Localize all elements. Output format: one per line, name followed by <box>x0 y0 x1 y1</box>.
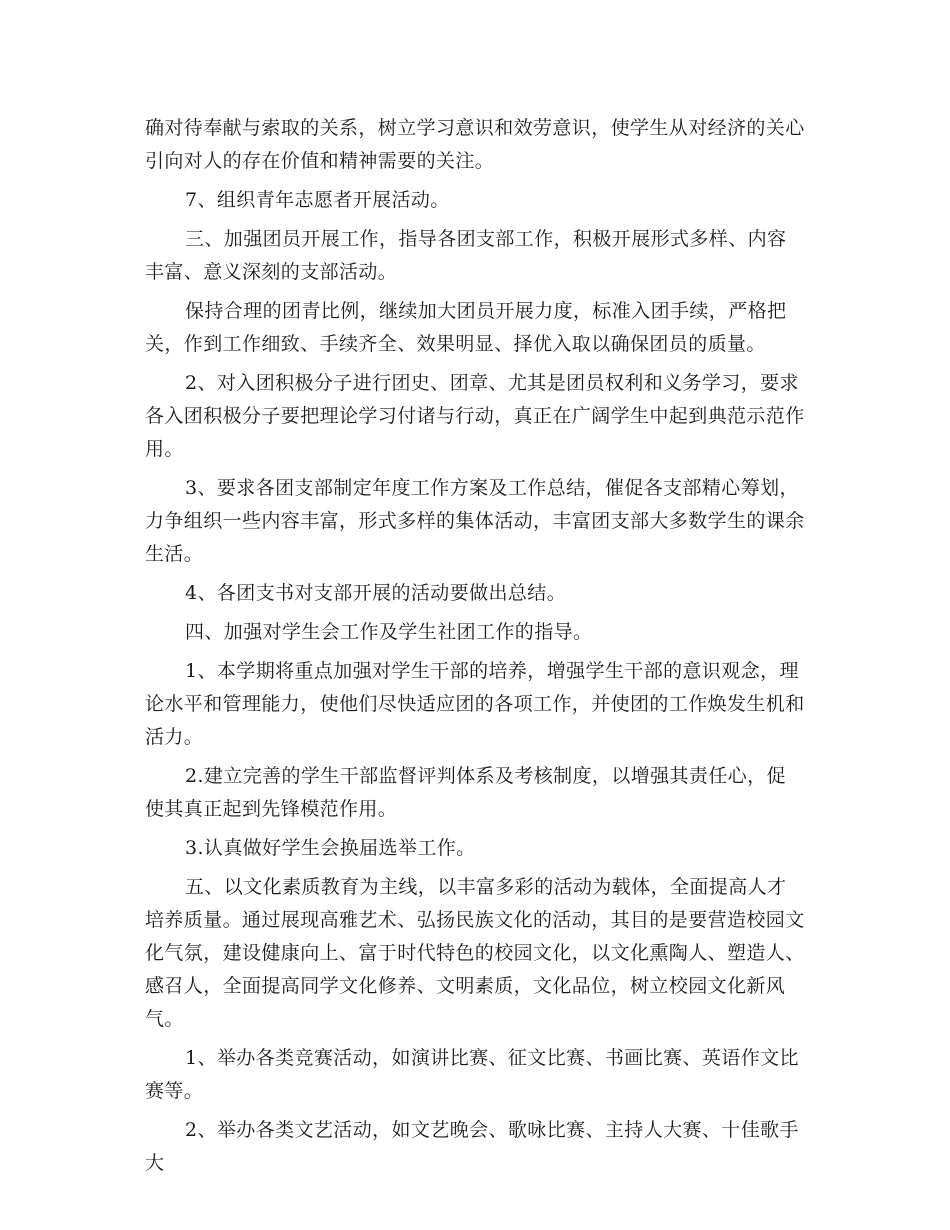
paragraph: 确对待奉献与索取的关系，树立学习意识和效劳意识，使学生从对经济的关心引向对人的存在价值和精神需要的关注。 <box>145 117 805 172</box>
paragraph: 2、举办各类文艺活动，如文艺晚会、歌咏比赛、主持人大赛、十佳歌手大 <box>145 1119 799 1174</box>
paragraph: 保持合理的团青比例，继续加大团员开展力度，标准入团手续，严格把关，作到工作细致、手续齐全、效果明显、择优入取以确保团员的质量。 <box>145 300 787 355</box>
paragraph: 2、对入团积极分子进行团史、团章、尤其是团员权利和义务学习，要求各入团积极分子要把理论学习付诸与行动，真正在广阔学生中起到典范示范作用。 <box>145 372 805 460</box>
paragraph: 1、举办各类竞赛活动，如演讲比赛、征文比赛、书画比赛、英语作文比赛等。 <box>145 1047 799 1102</box>
paragraph: 3.认真做好学生会换届选举工作。 <box>185 837 476 859</box>
paragraph: 三、加强团员开展工作，指导各团支部工作，积极开展形式多样、内容丰富、意义深刻的支部活动。 <box>145 228 787 283</box>
paragraph: 四、加强对学生会工作及学生社团工作的指导。 <box>185 621 593 643</box>
document-page <box>145 112 805 1186</box>
paragraph: 五、以文化素质教育为主线，以丰富多彩的活动为载体，全面提高人才培养质量。通过展现高雅艺术、弘扬民族文化的活动，其目的是要营造校园文化气氛，建设健康向上、富于时代特色的校园文化，以文化熏陶人、塑造人、感召人，全面提高同学文化修养、文明素质，文化品位，树立校园文化新风气。 <box>145 876 805 1030</box>
paragraph: 2.建立完善的学生干部监督评判体系及考核制度，以增强其责任心，促使其真正起到先锋模范作用。 <box>145 765 786 820</box>
paragraph: 3、要求各团支部制定年度工作方案及工作总结，催促各支部精心筹划，力争组织一些内容丰富，形式多样的集体活动，丰富团支部大多数学生的课余生活。 <box>145 477 805 565</box>
paragraph: 7、组织青年志愿者开展活动。 <box>185 189 450 211</box>
paragraph: 1、本学期将重点加强对学生干部的培养，增强学生干部的意识观念，理论水平和管理能力，使他们尽快适应团的各项工作，并使团的工作焕发生机和活力。 <box>145 660 805 748</box>
paragraph: 4、各团支书对支部开展的活动要做出总结。 <box>185 582 567 604</box>
